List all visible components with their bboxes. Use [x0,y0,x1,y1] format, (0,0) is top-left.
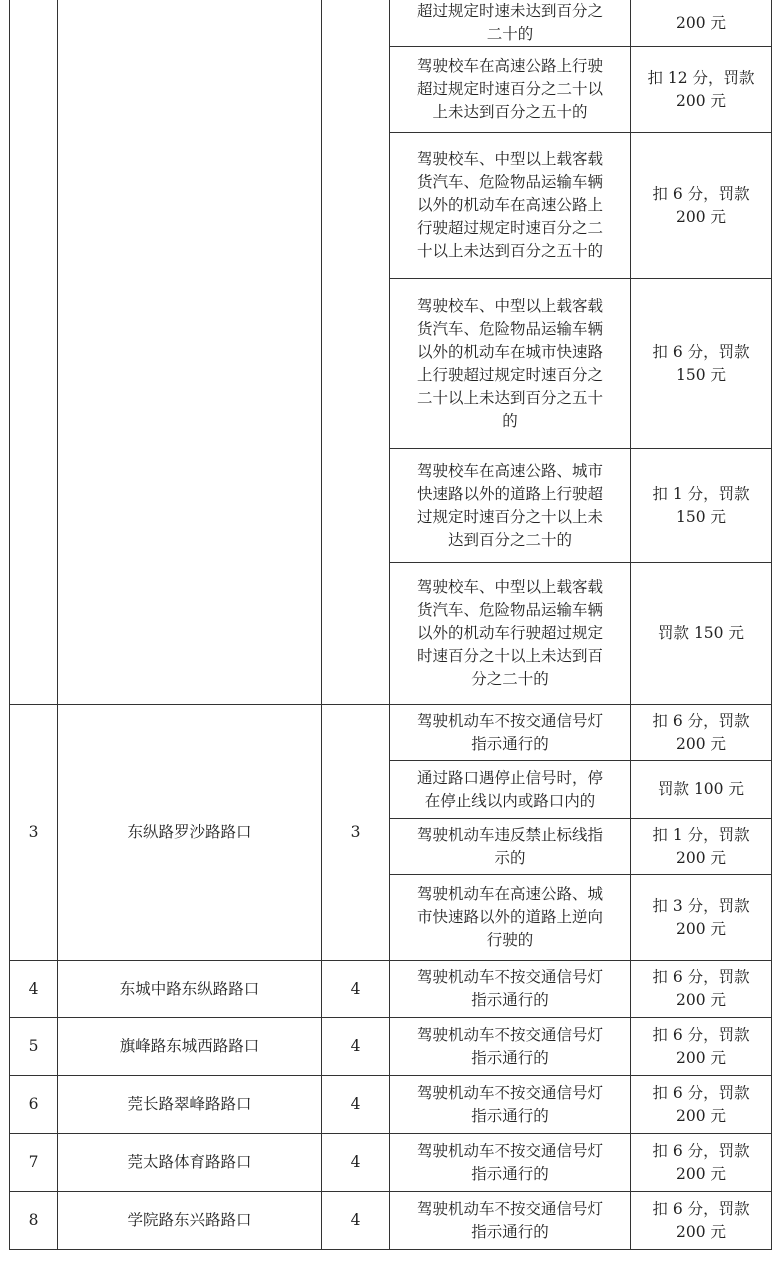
text-line: 200 元 [675,848,726,867]
text-line: 扣 6 分，罚款 [652,1199,750,1218]
text-line: 扣 3 分，罚款 [652,896,750,915]
text-line: 指示通行的 [471,1106,549,1125]
violation-behavior-cell [390,1134,631,1192]
text-line: 扣 6 分，罚款 [652,711,750,730]
violation-behavior-cell [390,961,631,1018]
text-line: 扣 6 分，罚款 [652,1025,750,1044]
penalty-cell [631,0,772,47]
penalty-cell [631,761,772,819]
site-number-cell: 5 [10,1018,58,1076]
text-line: 200 元 [675,1164,726,1183]
text-line: 指示通行的 [471,1164,549,1183]
text-line: 罚款 150 元 [658,624,744,642]
site-number-cell: 8 [10,1192,58,1250]
violation-behavior-cell [390,47,631,133]
text-line: 驾驶机动车违反禁止标线指 [416,825,603,844]
violation-behavior-cell [390,279,631,449]
violation-behavior-cell [390,133,631,279]
site-number-cell: 3 [10,705,58,961]
site-number-cell: 7 [10,1134,58,1192]
text-line: 罚款 100 元 [658,780,744,798]
text-line: 过规定时速百分之十以上未 [416,507,603,526]
table-row [10,961,772,1018]
text-line: 以外的机动车行驶超过规定 [416,624,603,642]
table-row [10,705,772,761]
text-line: 货汽车、危险物品运输车辆 [416,173,603,191]
penalty-cell [631,875,772,961]
text-line: 行驶超过规定时速百分之二 [416,219,603,237]
text-line: 指示通行的 [471,1048,549,1067]
text-line: 驾驶校车、中型以上载客载 [416,578,603,596]
text-line: 指示通行的 [471,1222,549,1241]
penalty-cell [631,961,772,1018]
penalty-cell [631,1076,772,1134]
text-line: 驾驶机动车不按交通信号灯 [416,968,603,986]
text-line: 驾驶校车、中型以上载客载 [416,296,603,315]
violation-behavior-cell [390,1192,631,1250]
text-line: 扣 1 分，罚款 [652,825,750,844]
penalty-cell [631,133,772,279]
text-line: 驾驶机动车不按交通信号灯 [416,711,603,730]
text-line: 150 元 [675,507,726,526]
intersection-name-cell: 学院路东兴路路口 [58,1192,322,1250]
violation-count-cell [322,0,390,705]
violation-table-sheet [9,0,771,1250]
violation-table-continued [9,0,772,705]
violation-behavior-cell [390,449,631,563]
text-line: 扣 12 分，罚款 [647,68,755,87]
text-line: 上未达到百分之五十的 [432,103,588,121]
text-line: 市快速路以外的道路上逆向 [416,908,603,926]
text-line: 200 元 [675,919,726,938]
text-line: 驾驶校车、中型以上载客载 [416,150,603,168]
text-line: 驾驶校车在高速公路、城市 [416,461,603,480]
text-line: 200 元 [675,13,726,32]
text-line: 二十以上未达到百分之五十 [416,388,603,407]
violation-behavior-cell [390,563,631,705]
penalty-cell [631,279,772,449]
text-line: 达到百分之二十的 [447,530,572,549]
table-row [10,0,772,47]
text-line: 指示通行的 [471,991,549,1009]
table-row [10,1134,772,1192]
text-line: 150 元 [675,365,726,384]
penalty-cell [631,1192,772,1250]
text-line: 二十的 [486,25,534,43]
site-number-cell: 4 [10,961,58,1018]
violation-count-cell: 4 [322,961,390,1018]
text-line: 时速百分之十以上未达到百 [416,647,603,665]
violation-count-cell: 4 [322,1076,390,1134]
intersection-name-cell: 莞长路翠峰路路口 [58,1076,322,1134]
text-line: 扣 6 分，罚款 [652,342,750,361]
intersection-name-cell: 旗峰路东城西路路口 [58,1018,322,1076]
text-line: 驾驶校车在高速公路上行驶 [416,57,603,75]
text-line: 扣 6 分，罚款 [652,1083,750,1102]
text-line: 扣 6 分，罚款 [652,1141,750,1160]
violation-behavior-cell [390,0,631,47]
penalty-cell [631,1134,772,1192]
text-line: 扣 6 分，罚款 [652,184,750,203]
text-line: 行驶的 [486,931,534,949]
intersection-name-cell: 东城中路东纵路路口 [58,961,322,1018]
text-line: 的 [502,411,518,430]
text-line: 货汽车、危险物品运输车辆 [416,319,603,338]
text-line: 200 元 [675,734,726,753]
text-line: 示的 [494,848,526,867]
text-line: 200 元 [675,1048,726,1067]
violation-behavior-cell [390,761,631,819]
penalty-cell [631,1018,772,1076]
violation-behavior-cell [390,819,631,875]
text-line: 扣 6 分，罚款 [652,968,750,986]
intersection-name-cell: 莞太路体育路路口 [58,1134,322,1192]
violation-table-sites [9,704,772,1250]
penalty-cell [631,705,772,761]
violation-count-cell: 4 [322,1192,390,1250]
text-line: 驾驶机动车不按交通信号灯 [416,1141,603,1160]
violation-behavior-cell [390,705,631,761]
text-line: 200 元 [675,991,726,1009]
site-number-cell: 6 [10,1076,58,1134]
text-line: 200 元 [675,207,726,226]
text-line: 200 元 [675,1222,726,1241]
text-line: 通过路口遇停止信号时，停 [416,768,603,787]
intersection-name-cell: 东纵路罗沙路路口 [58,705,322,961]
text-line: 驾驶机动车不按交通信号灯 [416,1199,603,1218]
text-line: 驾驶机动车在高速公路、城 [416,885,603,903]
text-line: 驾驶机动车不按交通信号灯 [416,1083,603,1102]
violation-count-cell: 4 [322,1018,390,1076]
text-line: 驾驶机动车不按交通信号灯 [416,1025,603,1044]
violation-behavior-cell [390,1018,631,1076]
text-line: 200 元 [675,91,726,110]
table-row [10,1076,772,1134]
violation-count-cell: 4 [322,1134,390,1192]
table-row [10,1192,772,1250]
violation-behavior-cell [390,875,631,961]
table-row [10,1018,772,1076]
text-line: 在停止线以内或路口内的 [424,791,596,810]
text-line: 以外的机动车在城市快速路 [416,342,603,361]
violation-behavior-cell [390,1076,631,1134]
penalty-cell [631,563,772,705]
violation-count-cell: 3 [322,705,390,961]
penalty-cell [631,819,772,875]
text-line: 上行驶超过规定时速百分之 [416,365,603,384]
text-line: 200 元 [675,1106,726,1125]
text-line: 超过规定时速未达到百分之 [416,2,603,20]
penalty-cell [631,47,772,133]
text-line: 指示通行的 [471,734,549,753]
text-line: 快速路以外的道路上行驶超 [416,484,603,503]
text-line: 扣 1 分，罚款 [652,484,750,503]
text-line: 十以上未达到百分之五十的 [416,242,603,260]
penalty-cell [631,449,772,563]
text-line: 货汽车、危险物品运输车辆 [416,601,603,619]
intersection-name-cell [58,0,322,705]
text-line: 超过规定时速百分之二十以 [416,80,603,98]
text-line: 以外的机动车在高速公路上 [416,196,603,214]
site-number-cell [10,0,58,705]
text-line: 分之二十的 [471,670,549,688]
